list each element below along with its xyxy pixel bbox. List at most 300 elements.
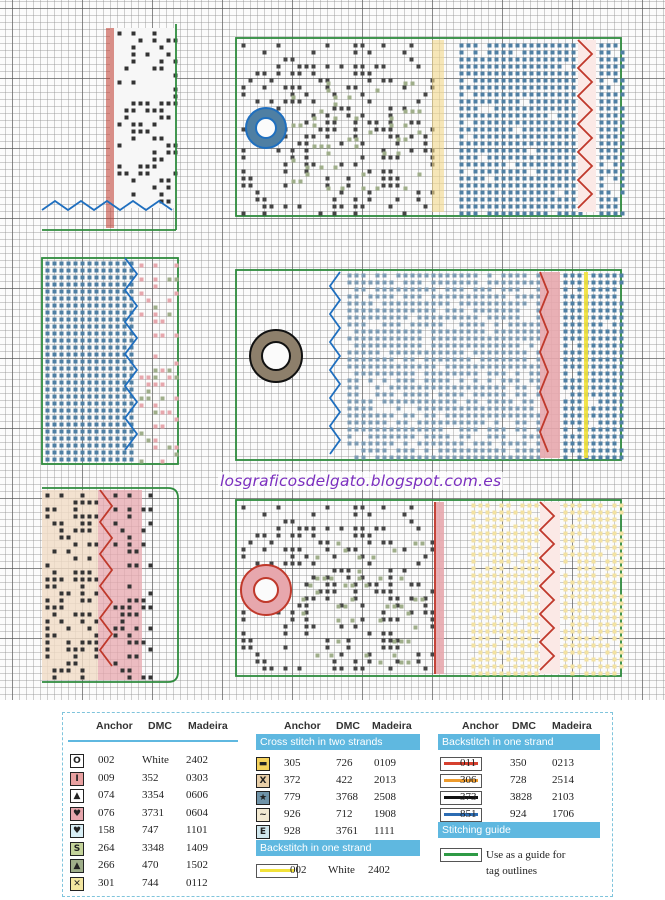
symbol-stitch (118, 81, 122, 85)
blue-stitch (551, 191, 555, 195)
blue-stitch (599, 309, 603, 313)
blue-stitch (418, 351, 422, 355)
blue-stitch (88, 416, 92, 420)
blue-stitch (481, 309, 485, 313)
blue-stitch (564, 400, 568, 404)
sage-stitch (313, 124, 317, 128)
symbol-stitch (389, 184, 393, 188)
blue-stitch (537, 177, 541, 181)
blue-stitch (474, 177, 478, 181)
sage-stitch (393, 549, 397, 553)
symbol-stitch (128, 606, 132, 610)
blue-stitch (46, 269, 50, 273)
symbol-stitch (354, 548, 358, 552)
blue-stitch (439, 386, 443, 390)
yellow-stitch (585, 616, 589, 620)
blue-stitch (558, 163, 562, 167)
symbol-stitch (167, 179, 171, 183)
blue-stitch (53, 339, 57, 343)
blue-stitch (578, 449, 582, 453)
symbol-stitch (242, 177, 246, 181)
symbol-stitch (284, 86, 288, 90)
blue-stitch (348, 386, 352, 390)
symbol-stitch (74, 508, 78, 512)
blue-stitch (558, 212, 562, 216)
symbol-stitch (81, 515, 85, 519)
yellow-stitch (528, 665, 532, 669)
yellow-stitch (613, 609, 617, 613)
symbol-stitch (319, 541, 323, 545)
blue-stitch (46, 437, 50, 441)
yellow-stitch (606, 525, 610, 529)
blue-stitch (488, 114, 492, 118)
blue-stitch (509, 170, 513, 174)
yellow-stitch (606, 588, 610, 592)
blue-stitch (467, 407, 471, 411)
sage-stitch (362, 173, 366, 177)
blue-stitch (418, 456, 422, 460)
yellow-stitch (592, 602, 596, 606)
blue-stitch (46, 409, 50, 413)
blue-stitch (95, 381, 99, 385)
blue-stitch (74, 360, 78, 364)
symbol-stitch (305, 93, 309, 97)
blue-stitch (481, 142, 485, 146)
sage-stitch (372, 556, 376, 560)
yellow-stitch (585, 581, 589, 585)
symbol-stitch (382, 590, 386, 594)
blue-stitch (376, 449, 380, 453)
blue-stitch (116, 458, 120, 462)
symbol-stitch (354, 72, 358, 76)
yellow-stitch (585, 553, 589, 557)
blue-stitch (488, 295, 492, 299)
blue-stitch (53, 332, 57, 336)
blue-stitch (474, 288, 478, 292)
blue-stitch (369, 435, 373, 439)
yellow-stitch (521, 602, 525, 606)
symbol-stitch (263, 660, 267, 664)
blue-stitch (488, 442, 492, 446)
symbol-stitch (125, 67, 129, 71)
blue-stitch (53, 276, 57, 280)
symbol-stitch (340, 625, 344, 629)
key-anchor: 266 (98, 859, 115, 871)
symbol-stitch (305, 604, 309, 608)
symbol-stitch (153, 137, 157, 141)
blue-stitch (488, 393, 492, 397)
blue-stitch (537, 114, 541, 118)
blue-stitch (439, 330, 443, 334)
blue-stitch (432, 442, 436, 446)
symbol-stitch (354, 121, 358, 125)
blue-stitch (606, 372, 610, 376)
blue-stitch (495, 58, 499, 62)
yellow-stitch (521, 665, 525, 669)
symbol-stitch (142, 599, 146, 603)
blue-stitch (495, 79, 499, 83)
blue-stitch (46, 276, 50, 280)
yellow-stitch (620, 560, 624, 564)
blue-stitch (537, 323, 541, 327)
key-anchor: 002 (290, 864, 307, 876)
blue-stitch (578, 302, 582, 306)
blue-stitch (348, 414, 352, 418)
blue-stitch (46, 339, 50, 343)
yellow-stitch (528, 623, 532, 627)
key-madeira: 1111 (374, 825, 395, 837)
symbol-stitch (277, 506, 281, 510)
blue-stitch (390, 414, 394, 418)
blue-stitch (474, 400, 478, 404)
yellow-stitch (528, 567, 532, 571)
symbol-stitch (298, 604, 302, 608)
yellow-stitch (535, 644, 539, 648)
sage-stitch (292, 180, 296, 184)
blue-stitch (109, 395, 113, 399)
yellow-stitch (493, 532, 497, 536)
blue-stitch (474, 163, 478, 167)
sage-stitch (348, 96, 352, 100)
blue-stitch (502, 93, 506, 97)
yellow-stitch (578, 574, 582, 578)
blue-stitch (537, 170, 541, 174)
blue-stitch (390, 442, 394, 446)
yellow-stitch (571, 616, 575, 620)
blue-stitch (544, 191, 548, 195)
yellow-stitch (479, 609, 483, 613)
symbol-stitch (74, 578, 78, 582)
blue-stitch (130, 290, 134, 294)
blue-stitch (592, 281, 596, 285)
blue-stitch (578, 428, 582, 432)
yellow-stitch (599, 609, 603, 613)
blue-stitch (109, 269, 113, 273)
blue-stitch (495, 205, 499, 209)
blue-stitch (116, 444, 120, 448)
symbol-stitch (132, 46, 136, 50)
blue-stitch (411, 414, 415, 418)
blue-stitch (116, 360, 120, 364)
blue-stitch (523, 449, 527, 453)
blue-stitch (620, 449, 624, 453)
blue-stitch (572, 51, 576, 55)
blue-stitch (600, 212, 604, 216)
yellow-stitch (500, 567, 504, 571)
blue-stitch (509, 93, 513, 97)
blue-stitch (502, 114, 506, 118)
blue-stitch (516, 386, 520, 390)
blue-stitch (53, 374, 57, 378)
yellow-stitch (472, 630, 476, 634)
blue-stitch (620, 421, 624, 425)
blue-stitch (109, 297, 113, 301)
blue-stitch (474, 72, 478, 76)
symbol-stitch (417, 121, 421, 125)
blue-stitch (537, 372, 541, 376)
blue-stitch (572, 86, 576, 90)
blue-stitch (369, 421, 373, 425)
blue-stitch (474, 316, 478, 320)
blue-stitch (509, 177, 513, 181)
blue-stitch (523, 107, 527, 111)
blue-stitch (523, 65, 527, 69)
blue-stitch (495, 128, 499, 132)
pink-stitch (154, 425, 158, 429)
blue-stitch (509, 212, 513, 216)
yellow-stitch (493, 595, 497, 599)
blue-stitch (502, 58, 506, 62)
blue-stitch (369, 351, 373, 355)
symbol-stitch (242, 170, 246, 174)
blue-stitch (355, 323, 359, 327)
blue-stitch (102, 458, 106, 462)
yellow-stitch (620, 637, 624, 641)
symbol-stitch (410, 135, 414, 139)
blue-stitch (362, 302, 366, 306)
symbol-stitch (46, 655, 50, 659)
blue-stitch (460, 44, 464, 48)
blue-stitch (460, 302, 464, 306)
sage-stitch (344, 549, 348, 553)
blue-stitch (460, 72, 464, 76)
blue-stitch (116, 451, 120, 455)
yellow-stitch (479, 574, 483, 578)
blue-stitch (432, 372, 436, 376)
symbol-stitch (114, 522, 118, 526)
blue-stitch (509, 302, 513, 306)
blue-stitch (453, 309, 457, 313)
symbol-stitch (46, 564, 50, 568)
header-madeira: Madeira (188, 720, 228, 732)
blue-stitch (355, 281, 359, 285)
yellow-stitch (585, 644, 589, 648)
pink-stitch (154, 278, 158, 282)
blue-stitch (102, 339, 106, 343)
symbol-stitch (291, 58, 295, 62)
sage-stitch (418, 173, 422, 177)
blue-stitch (621, 128, 625, 132)
blue-stitch (606, 274, 610, 278)
blue-stitch (607, 107, 611, 111)
blue-stitch (390, 456, 394, 460)
blue-stitch (67, 283, 71, 287)
sage-stitch (344, 584, 348, 588)
blue-stitch (460, 281, 464, 285)
yellow-stitch (585, 651, 589, 655)
yellow-stitch (571, 546, 575, 550)
pink-stitch (140, 376, 144, 380)
blue-stitch (460, 205, 464, 209)
blue-stitch (571, 323, 575, 327)
yellow-stitch (571, 588, 575, 592)
yellow-stitch (507, 560, 511, 564)
blue-stitch (88, 262, 92, 266)
blue-stitch (123, 346, 127, 350)
blue-stitch (460, 442, 464, 446)
blue-stitch (495, 170, 499, 174)
yellow-stitch (528, 532, 532, 536)
symbol-stitch (361, 205, 365, 209)
yellow-stitch (528, 581, 532, 585)
blue-stitch (551, 107, 555, 111)
blue-stitch (509, 184, 513, 188)
blue-stitch (362, 316, 366, 320)
symbol-stitch (298, 667, 302, 671)
blue-stitch (88, 402, 92, 406)
key-row (68, 787, 238, 803)
yellow-stitch (564, 644, 568, 648)
blue-stitch (46, 444, 50, 448)
blue-stitch (397, 365, 401, 369)
blue-stitch (369, 344, 373, 348)
blue-stitch (383, 442, 387, 446)
symbol-stitch (368, 632, 372, 636)
blue-stitch (376, 295, 380, 299)
blue-stitch (425, 428, 429, 432)
yellow-stitch (599, 644, 603, 648)
blue-stitch (123, 276, 127, 280)
blue-stitch (53, 290, 57, 294)
blue-stitch (544, 79, 548, 83)
blue-stitch (446, 372, 450, 376)
blue-stitch (102, 346, 106, 350)
blue-stitch (432, 456, 436, 460)
blue-stitch (60, 304, 64, 308)
blue-stitch (488, 93, 492, 97)
blue-stitch (558, 107, 562, 111)
e-icon: E (256, 825, 270, 839)
blue-stitch (565, 135, 569, 139)
yellow-stitch (613, 651, 617, 655)
sage-stitch (309, 584, 313, 588)
key-dmc: 726 (336, 757, 353, 769)
blue-stitch (600, 114, 604, 118)
symbol-stitch (160, 60, 164, 64)
blue-stitch (614, 72, 618, 76)
pink-stitch (175, 264, 179, 268)
symbol-stitch (417, 527, 421, 531)
blue-stitch (537, 135, 541, 139)
symbol-stitch (312, 625, 316, 629)
blue-stitch (460, 79, 464, 83)
blue-stitch (537, 86, 541, 90)
symbol-stitch (354, 44, 358, 48)
blue-stitch (488, 379, 492, 383)
symbol-stitch (74, 501, 78, 505)
blue-stitch (116, 367, 120, 371)
blue-stitch (572, 100, 576, 104)
yellow-stitch (592, 511, 596, 515)
symbol-stitch (368, 534, 372, 538)
symbol-stitch (46, 606, 50, 610)
blue-stitch (116, 283, 120, 287)
blue-stitch (523, 135, 527, 139)
blue-stitch (439, 358, 443, 362)
symbol-stitch (312, 562, 316, 566)
blue-stitch (411, 456, 415, 460)
yellow-stitch (564, 518, 568, 522)
symbol-stitch (242, 149, 246, 153)
blue-stitch (460, 428, 464, 432)
blue-stitch (46, 381, 50, 385)
blue-stitch (123, 444, 127, 448)
yellow-stitch (521, 630, 525, 634)
symbol-stitch (128, 655, 132, 659)
blue-stitch (523, 72, 527, 76)
symbol-stitch (149, 648, 153, 652)
blue-stitch (81, 423, 85, 427)
blue-stitch (558, 184, 562, 188)
yellow-stitch (535, 588, 539, 592)
symbol-stitch (354, 128, 358, 132)
blue-stitch (488, 58, 492, 62)
blue-stitch (74, 388, 78, 392)
blue-stitch (109, 283, 113, 287)
symbol-stitch (139, 39, 143, 43)
blue-stitch (523, 393, 527, 397)
symbol-stitch (333, 660, 337, 664)
symbol-stitch (291, 555, 295, 559)
blue-stitch (383, 323, 387, 327)
blue-stitch (599, 386, 603, 390)
yellow-stitch (479, 672, 483, 676)
blue-stitch (348, 337, 352, 341)
blue-stitch (509, 365, 513, 369)
yellow-stitch (585, 595, 589, 599)
blue-stitch (523, 86, 527, 90)
symbol-stitch (368, 121, 372, 125)
yellow-stitch (486, 609, 490, 613)
blue-stitch (376, 358, 380, 362)
blue-stitch (606, 358, 610, 362)
blue-stitch (109, 458, 113, 462)
blue-stitch (564, 323, 568, 327)
blue-stitch (607, 205, 611, 209)
symbol-stitch (167, 53, 171, 57)
blue-stitch (621, 163, 625, 167)
blue-stitch (620, 407, 624, 411)
symbol-stitch (88, 557, 92, 561)
symbol-stitch (284, 646, 288, 650)
blue-stitch (404, 456, 408, 460)
blue-stitch (453, 407, 457, 411)
symbol-stitch (319, 212, 323, 216)
blue-stitch (439, 302, 443, 306)
blue-stitch (600, 58, 604, 62)
blue-stitch (606, 316, 610, 320)
symbol-stitch (242, 548, 246, 552)
blue-stitch (60, 409, 64, 413)
yellow-stitch (479, 581, 483, 585)
symbol-stitch (305, 618, 309, 622)
blue-stitch (516, 288, 520, 292)
blue-stitch (467, 358, 471, 362)
blue-stitch (502, 344, 506, 348)
key-row (68, 822, 238, 838)
symbol-stitch (135, 599, 139, 603)
blue-stitch (362, 428, 366, 432)
yellow-stitch (535, 581, 539, 585)
symbol-stitch (326, 583, 330, 587)
blue-stitch (481, 414, 485, 418)
key-dmc: White (328, 864, 355, 876)
key-madeira: 1409 (186, 841, 208, 854)
yellow-stitch (578, 581, 582, 585)
symbol-stitch (153, 39, 157, 43)
blue-stitch (390, 309, 394, 313)
blue-stitch (599, 274, 603, 278)
